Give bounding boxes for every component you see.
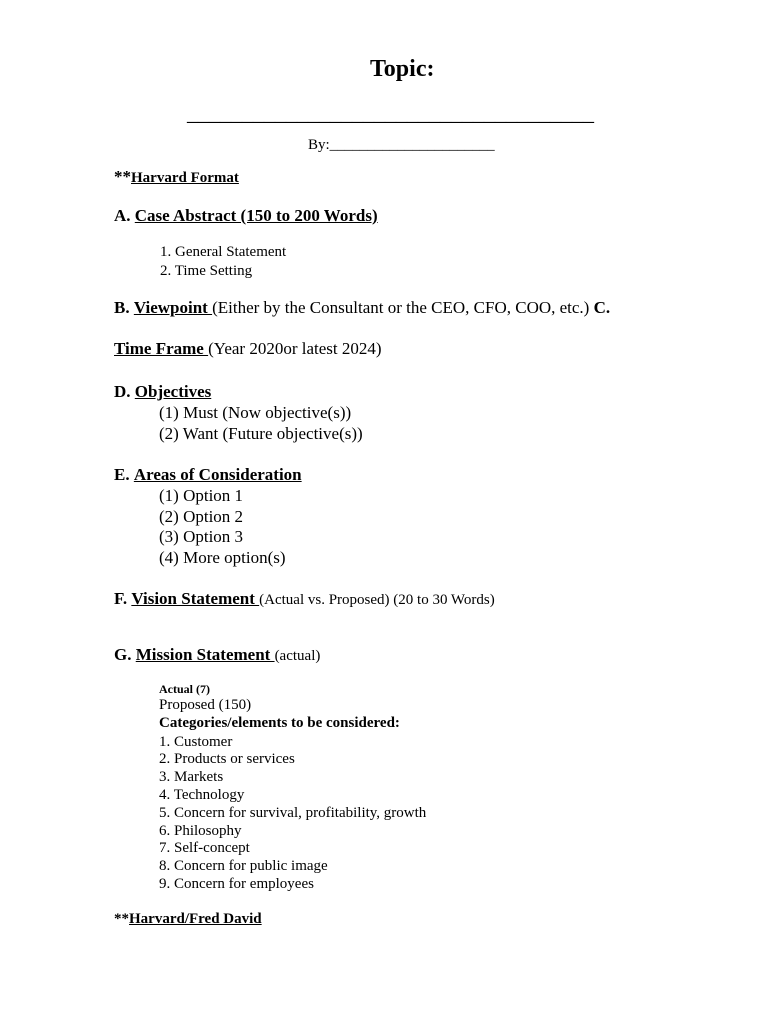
- section-b-title: Viewpoint: [133, 298, 213, 317]
- section-a-heading: [114, 206, 378, 226]
- list-item: 2. Products or services: [159, 751, 295, 767]
- section-g-title: Mission Statement: [135, 645, 275, 664]
- mission-proposed: Proposed (150): [159, 697, 252, 713]
- section-a-letter: A.: [114, 206, 131, 225]
- section-b-text: (Either by the Consultant or the CEO, CFO, COO, etc.): [212, 298, 594, 317]
- mission-actual: Actual (7): [159, 682, 210, 696]
- section-c-text: (Year 2020or latest 2024): [208, 339, 382, 358]
- list-item: (1) Must (Now objective(s)): [159, 403, 352, 422]
- section-b-letter: B.: [114, 298, 130, 317]
- list-item: 6. Philosophy: [159, 823, 242, 839]
- categories-label: Categories/elements to be considered:: [159, 715, 400, 731]
- format-note-stars: **: [114, 167, 131, 186]
- section-c-heading: [114, 339, 382, 359]
- footer-note: [114, 911, 262, 928]
- section-f-title: Vision Statement: [131, 589, 260, 608]
- list-item: 1. General Statement: [160, 244, 287, 260]
- section-e-title: Areas of Consideration: [133, 465, 302, 484]
- section-g-text: (actual): [274, 648, 321, 664]
- topic-blank-line: _____________________________________: [187, 100, 594, 125]
- section-g-heading: [114, 645, 320, 665]
- list-item: 1. Customer: [159, 734, 233, 750]
- list-item: (2) Option 2: [159, 507, 244, 526]
- list-item: (4) More option(s): [159, 548, 286, 567]
- list-item: 8. Concern for public image: [159, 858, 328, 874]
- list-item: 4. Technology: [159, 787, 245, 803]
- list-item: 5. Concern for survival, profitability, growth: [159, 805, 427, 821]
- section-f-text: (Actual vs. Proposed) (20 to 30 Words): [259, 592, 495, 608]
- page-title: Topic:: [370, 56, 435, 82]
- footer-note-label: Harvard/Fred David: [129, 911, 262, 927]
- format-note: [114, 167, 239, 187]
- author-line: By:______________________: [308, 137, 495, 153]
- list-item: (2) Want (Future objective(s)): [159, 424, 363, 443]
- section-c-letter: C.: [593, 298, 611, 317]
- section-a-title: Case Abstract (150 to 200 Words): [134, 206, 378, 225]
- section-e-letter: E.: [114, 465, 130, 484]
- section-g-letter: G.: [114, 645, 132, 664]
- section-f-heading: [114, 589, 495, 609]
- list-item: 3. Markets: [159, 769, 224, 785]
- section-b-heading: [114, 298, 610, 318]
- section-e-heading: [114, 465, 302, 485]
- section-d-heading: [114, 382, 211, 402]
- section-d-title: Objectives: [134, 382, 212, 401]
- list-item: 9. Concern for employees: [159, 876, 314, 892]
- list-item: 7. Self-concept: [159, 840, 250, 856]
- list-item: (3) Option 3: [159, 527, 244, 546]
- footer-note-stars: **: [114, 911, 129, 927]
- list-item: (1) Option 1: [159, 486, 244, 505]
- format-note-label: Harvard Format: [131, 170, 239, 186]
- section-d-letter: D.: [114, 382, 131, 401]
- section-c-title: Time Frame: [114, 339, 209, 358]
- list-item: 2. Time Setting: [160, 263, 253, 279]
- section-f-letter: F.: [114, 589, 128, 608]
